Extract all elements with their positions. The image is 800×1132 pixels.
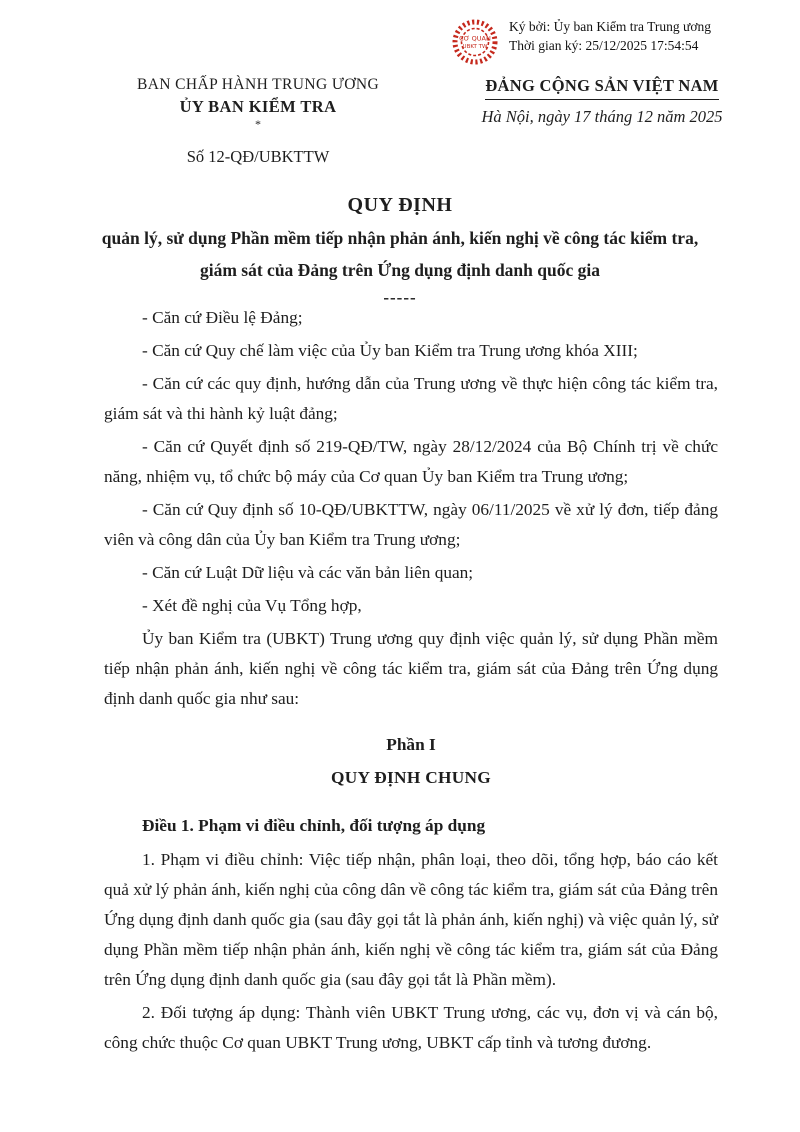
signature-signer: Ký bởi: Ủy ban Kiểm tra Trung ương: [509, 19, 711, 34]
official-seal-icon: [452, 19, 498, 70]
svg-text:UBKT TW: UBKT TW: [462, 44, 488, 50]
title-separator: -----: [383, 288, 417, 307]
document-type-title: QUY ĐỊNH: [347, 194, 453, 216]
issuing-org-block: [108, 76, 408, 167]
digital-signature-block: [452, 17, 711, 70]
document-title-block: [94, 194, 706, 308]
preamble-paragraph: - Căn cứ Điều lệ Đảng;: [142, 308, 303, 327]
signature-timestamp: Thời gian ký: 25/12/2025 17:54:54: [509, 38, 699, 53]
part-label: Phần I: [386, 735, 436, 754]
part-title: QUY ĐỊNH CHUNG: [330, 768, 492, 787]
svg-text:CƠ QUAN: CƠ QUAN: [459, 34, 491, 43]
preamble-paragraph: - Căn cứ Luật Dữ liệu và các văn bản liên quan;: [142, 563, 474, 582]
place-and-date: Hà Nội, ngày 17 tháng 12 năm 2025: [481, 107, 723, 126]
preamble-paragraph: - Căn cứ Quy định số 10-QĐ/UBKTTW, ngày 06/11/2025 về xử lý đơn, tiếp đảng viên và công dân của Ủy ban Kiểm tra Trung ương;: [104, 500, 718, 549]
preamble-paragraph: - Căn cứ các quy định, hướng dẫn của Trung ương về thực hiện công tác kiểm tra, giám sát và thi hành kỷ luật đảng;: [104, 374, 718, 423]
preamble-paragraph: - Căn cứ Quyết định số 219-QĐ/TW, ngày 28/12/2024 của Bộ Chính trị về chức năng, nhiệm vụ, tổ chức bộ máy của Cơ quan Ủy ban Kiểm tra Trung ương;: [104, 437, 718, 486]
preamble-paragraph: - Căn cứ Quy chế làm việc của Ủy ban Kiểm tra Trung ương khóa XIII;: [142, 341, 638, 360]
org-name: ỦY BAN KIỂM TRA: [179, 97, 337, 116]
article-heading: Điều 1. Phạm vi điều chỉnh, đối tượng áp dụng: [142, 816, 486, 835]
national-header-block: [452, 76, 752, 127]
signature-text: [509, 17, 711, 55]
article-clause: 2. Đối tượng áp dụng: Thành viên UBKT Trung ương, các vụ, đơn vị và cán bộ, công chức thuộc Cơ quan UBKT Trung ương, UBKT cấp tỉnh và tương đương.: [104, 1003, 718, 1052]
document-number: Số 12-QĐ/UBKTTW: [186, 147, 330, 166]
document-body: [104, 303, 718, 1061]
preamble-paragraph: - Xét đề nghị của Vụ Tổng hợp,: [142, 596, 362, 615]
document-subject-title: quản lý, sử dụng Phần mềm tiếp nhận phản ánh, kiến nghị về công tác kiểm tra, giám sát của Đảng trên Ứng dụng định danh quốc gia: [101, 228, 699, 280]
article-clause: 1. Phạm vi điều chỉnh: Việc tiếp nhận, phân loại, theo dõi, tổng hợp, báo cáo kết quả xử lý phản ánh, kiến nghị của công dân về công tác kiểm tra, giám sát của Đảng trên Ứng dụng định danh quốc gia (sau đây gọi tắt là phản ánh, kiến nghị) và việc quản lý, sử dụng Phần mềm tiếp nhận phản ánh, kiến nghị về công tác kiểm tra, giám sát của Đảng trên Ứng dụng định danh quốc gia (sau đây gọi tắt là Phần mềm).: [104, 850, 718, 989]
national-motto: ĐẢNG CỘNG SẢN VIỆT NAM: [485, 76, 718, 100]
org-separator-mark: *: [255, 117, 261, 131]
org-parent-name: BAN CHẤP HÀNH TRUNG ƯƠNG: [136, 76, 380, 93]
preamble-enacting-paragraph: Ủy ban Kiểm tra (UBKT) Trung ương quy định việc quản lý, sử dụng Phần mềm tiếp nhận phản ánh, kiến nghị về công tác kiểm tra, giám sát của Đảng trên Ứng dụng định danh quốc gia như sau:: [104, 629, 718, 708]
